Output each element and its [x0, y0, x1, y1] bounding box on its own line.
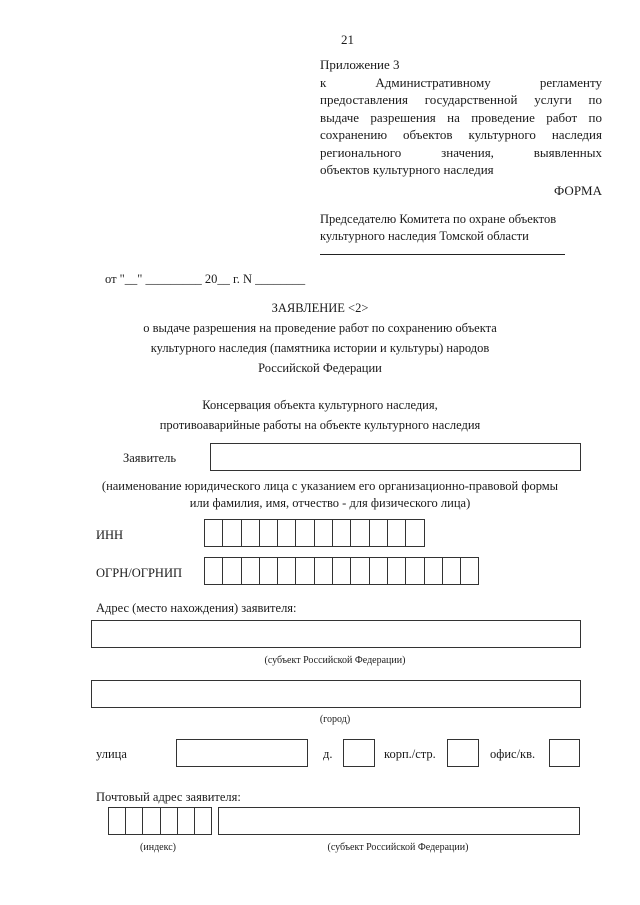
- char-cell[interactable]: [388, 558, 406, 584]
- appendix-note: [320, 56, 602, 179]
- char-cell[interactable]: [223, 558, 241, 584]
- char-cell[interactable]: [223, 520, 241, 546]
- char-cell[interactable]: [260, 558, 278, 584]
- char-cell[interactable]: [126, 808, 143, 834]
- appendix-line: предоставления государственной услуги по: [320, 92, 602, 107]
- char-cell[interactable]: [388, 520, 406, 546]
- applicant-label: Заявитель: [123, 451, 177, 465]
- char-cell[interactable]: [333, 520, 351, 546]
- appendix-line: к Административному регламенту: [320, 74, 602, 90]
- postal-subject-caption: (субъект Российской Федерации): [327, 842, 469, 853]
- street-label: улица: [96, 747, 127, 761]
- appendix-line: сохранению объектов культурного наследия: [320, 127, 602, 142]
- char-cell[interactable]: [406, 520, 423, 546]
- applicant-hint-line: (наименование юридического лица с указанием его организационно-правовой формы: [101, 479, 559, 493]
- applicant-hint: [80, 478, 580, 512]
- char-cell[interactable]: [195, 808, 211, 834]
- street-field[interactable]: [176, 739, 308, 767]
- address-label: Адрес (место нахождения) заявителя:: [96, 601, 297, 615]
- date-number-line[interactable]: от "__" _________ 20__ г. N ________: [105, 272, 306, 286]
- work-type-line: Консервация объекта культурного наследия,: [202, 398, 438, 412]
- char-cell[interactable]: [143, 808, 160, 834]
- office-label: офис/кв.: [490, 747, 536, 761]
- appendix-line: регионального значения, выявленных: [320, 144, 602, 160]
- house-label: д.: [323, 747, 333, 761]
- postal-subject-field[interactable]: [218, 807, 580, 835]
- char-cell[interactable]: [278, 558, 296, 584]
- char-cell[interactable]: [315, 558, 333, 584]
- char-cell[interactable]: [242, 520, 260, 546]
- address-city-field[interactable]: [91, 680, 581, 708]
- building-label: корп./стр.: [384, 747, 436, 761]
- char-cell[interactable]: [351, 520, 369, 546]
- addressee: [320, 211, 580, 245]
- statement-subtitle: о выдаче разрешения на проведение работ по сохранению объекта: [143, 321, 497, 335]
- char-cell[interactable]: [370, 558, 388, 584]
- house-field[interactable]: [343, 739, 375, 767]
- statement-heading: [100, 298, 540, 378]
- postal-index-caption: (индекс): [140, 842, 176, 853]
- statement-title: ЗАЯВЛЕНИЕ <2>: [271, 301, 369, 315]
- address-subject-field[interactable]: [91, 620, 581, 648]
- work-type-line: противоаварийные работы на объекте культурного наследия: [159, 418, 481, 432]
- char-cell[interactable]: [109, 808, 126, 834]
- ogrn-label: ОГРН/ОГРНИП: [96, 566, 182, 580]
- applicant-hint-line: или фамилия, имя, отчество - для физического лица): [189, 496, 471, 510]
- statement-subtitle: Российской Федерации: [258, 361, 382, 375]
- applicant-field[interactable]: [210, 443, 581, 471]
- address-subject-caption: (субъект Российской Федерации): [264, 655, 406, 666]
- appendix-line: Приложение 3: [320, 57, 400, 72]
- char-cell[interactable]: [351, 558, 369, 584]
- char-cell[interactable]: [443, 558, 461, 584]
- statement-subtitle: культурного наследия (памятника истории и культуры) народов: [150, 341, 490, 355]
- ogrn-field[interactable]: [204, 557, 479, 585]
- char-cell[interactable]: [205, 558, 223, 584]
- char-cell[interactable]: [178, 808, 195, 834]
- appendix-line: объектов культурного наследия: [320, 162, 494, 177]
- char-cell[interactable]: [205, 520, 223, 546]
- char-cell[interactable]: [278, 520, 296, 546]
- char-cell[interactable]: [333, 558, 351, 584]
- form-label: ФОРМА: [554, 183, 602, 198]
- inn-label: ИНН: [96, 528, 124, 542]
- char-cell[interactable]: [242, 558, 260, 584]
- char-cell[interactable]: [461, 558, 478, 584]
- appendix-line: выдаче разрешения на проведение работ по: [320, 109, 602, 125]
- char-cell[interactable]: [260, 520, 278, 546]
- inn-field[interactable]: [204, 519, 425, 547]
- char-cell[interactable]: [296, 558, 314, 584]
- addressee-line: Председателю Комитета по охране объектов: [320, 212, 557, 226]
- postal-index-field[interactable]: [108, 807, 212, 835]
- page-number: 21: [341, 32, 354, 47]
- char-cell[interactable]: [315, 520, 333, 546]
- addressee-line: культурного наследия Томской области: [320, 229, 529, 243]
- char-cell[interactable]: [370, 520, 388, 546]
- address-city-caption: (город): [319, 714, 351, 725]
- char-cell[interactable]: [425, 558, 443, 584]
- addressee-signature-line[interactable]: [320, 254, 565, 255]
- char-cell[interactable]: [406, 558, 424, 584]
- work-type-heading: [100, 395, 540, 435]
- building-field[interactable]: [447, 739, 479, 767]
- office-field[interactable]: [549, 739, 580, 767]
- char-cell[interactable]: [161, 808, 178, 834]
- char-cell[interactable]: [296, 520, 314, 546]
- postal-label: Почтовый адрес заявителя:: [96, 790, 241, 804]
